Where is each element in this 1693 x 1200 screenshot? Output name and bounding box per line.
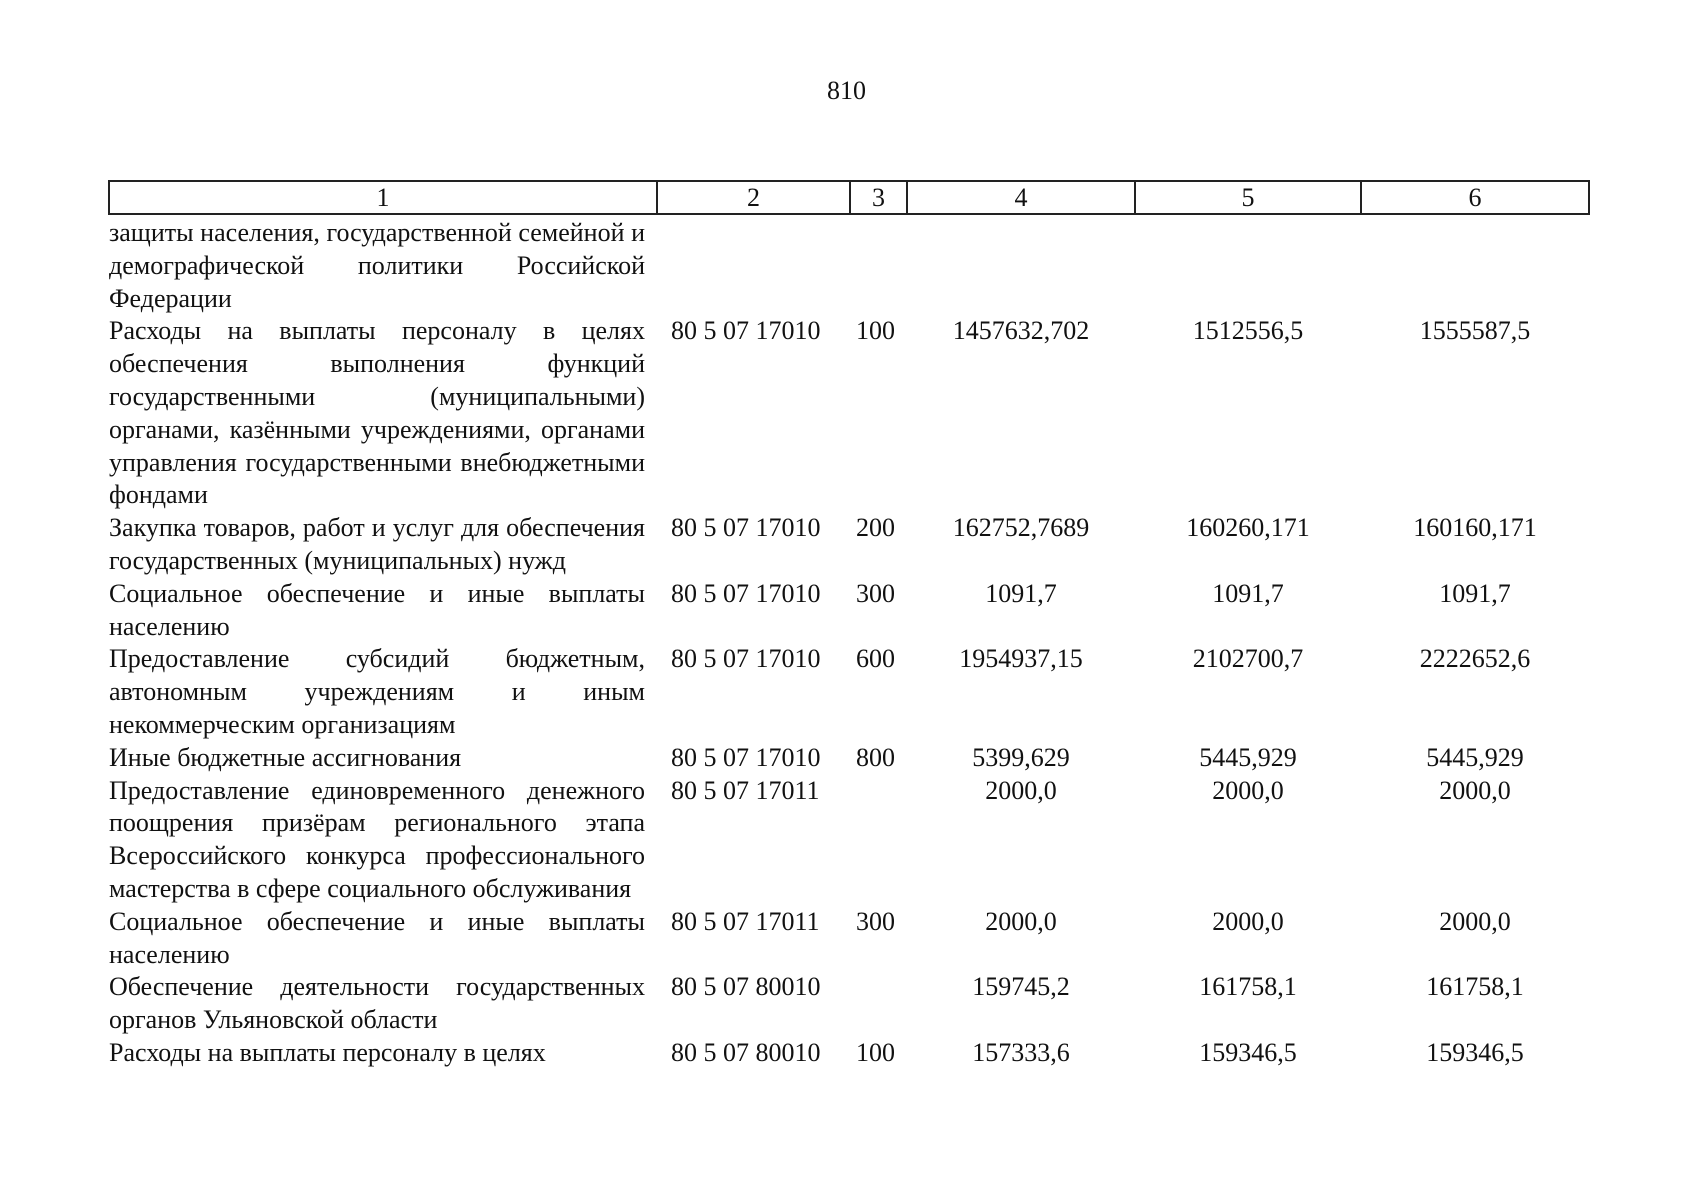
table-row	[109, 775, 1589, 906]
column-header-5: 5	[1135, 181, 1361, 214]
column-header-1: 1	[109, 181, 657, 214]
row-value-5: 1512556,5	[1192, 316, 1304, 346]
row-name: Предоставление единовременного денежного поощрения призёрам регионального этапа Всероссийского конкурса профессионального мастерства в сфере социального обслуживания	[109, 775, 645, 903]
row-value-4: 1091,7	[985, 578, 1057, 608]
row-code: 80 5 07 17010	[671, 742, 821, 772]
row-name: Социальное обеспечение и иные выплаты населению	[109, 906, 645, 969]
row-code	[657, 214, 850, 315]
row-value-5: 2000,0	[1212, 906, 1284, 936]
row-value-6: 2000,0	[1439, 775, 1511, 805]
table-row	[109, 1037, 1589, 1070]
row-name: Социальное обеспечение и иные выплаты населению	[109, 578, 645, 641]
row-name: Расходы на выплаты персоналу в целях обеспечения выполнения функций государственными (муниципальными) органами, казёнными учреждениями, органами управления государственными внебюджетными фондами	[109, 316, 645, 510]
table-row	[109, 578, 1589, 644]
row-name: защиты населения, государственной семейной и демографической политики Российской Федерации	[109, 218, 645, 313]
table-row	[109, 512, 1589, 578]
row-expense-type: 800	[856, 742, 895, 772]
row-code: 80 5 07 17011	[671, 906, 820, 936]
row-name: Обеспечение деятельности государственных органов Ульяновской области	[109, 972, 645, 1035]
row-value-5	[1135, 214, 1361, 315]
row-value-5: 160260,171	[1186, 513, 1310, 543]
column-header-3: 3	[850, 181, 907, 214]
row-value-5: 5445,929	[1199, 742, 1297, 772]
row-code: 80 5 07 17011	[671, 775, 820, 805]
row-expense-type: 600	[856, 644, 895, 674]
row-expense-type	[850, 775, 907, 906]
row-value-6: 1555587,5	[1419, 316, 1531, 346]
row-expense-type	[850, 971, 907, 1037]
page-number: 810	[827, 76, 866, 105]
row-value-4: 5399,629	[972, 742, 1070, 772]
row-expense-type: 100	[856, 316, 895, 346]
row-value-4: 2000,0	[985, 906, 1057, 936]
row-code: 80 5 07 80010	[671, 1037, 821, 1067]
row-value-4	[907, 214, 1135, 315]
table-row	[109, 971, 1589, 1037]
row-value-5: 159346,5	[1199, 1037, 1297, 1067]
row-expense-type	[850, 214, 907, 315]
row-value-6: 2000,0	[1439, 906, 1511, 936]
row-value-5: 1091,7	[1212, 578, 1284, 608]
row-value-5: 2102700,7	[1192, 644, 1304, 674]
row-value-5: 2000,0	[1212, 775, 1284, 805]
table-row	[109, 643, 1589, 741]
row-value-4: 159745,2	[972, 972, 1070, 1002]
row-value-6: 159346,5	[1426, 1037, 1524, 1067]
budget-table	[108, 180, 1590, 1070]
row-value-6: 161758,1	[1426, 972, 1524, 1002]
row-code: 80 5 07 17010	[671, 316, 821, 346]
row-value-6: 160160,171	[1413, 513, 1537, 543]
row-expense-type: 300	[856, 578, 895, 608]
table-row	[109, 315, 1589, 512]
row-code: 80 5 07 80010	[671, 972, 821, 1002]
row-value-6: 2222652,6	[1419, 644, 1531, 674]
row-value-6: 5445,929	[1426, 742, 1524, 772]
row-name: Иные бюджетные ассигнования	[109, 742, 462, 772]
row-value-5: 161758,1	[1199, 972, 1297, 1002]
column-header-4: 4	[907, 181, 1135, 214]
row-expense-type: 300	[856, 906, 895, 936]
row-value-4: 2000,0	[985, 775, 1057, 805]
row-code: 80 5 07 17010	[671, 644, 821, 674]
row-name: Предоставление субсидий бюджетным, автономным учреждениям и иным некоммерческим организациям	[109, 644, 645, 739]
row-code: 80 5 07 17010	[671, 513, 821, 543]
row-name: Закупка товаров, работ и услуг для обеспечения государственных (муниципальных) нужд	[109, 513, 645, 575]
table-row	[109, 742, 1589, 775]
row-value-4: 1954937,15	[959, 644, 1083, 674]
column-header-6: 6	[1361, 181, 1589, 214]
row-value-4: 162752,7689	[952, 513, 1090, 543]
row-value-6: 1091,7	[1439, 578, 1511, 608]
table-header-row	[109, 181, 1589, 214]
row-expense-type: 100	[856, 1037, 895, 1067]
row-name: Расходы на выплаты персоналу в целях	[109, 1037, 546, 1067]
row-expense-type: 200	[856, 513, 895, 543]
row-value-4: 157333,6	[972, 1037, 1070, 1067]
row-value-4: 1457632,702	[952, 316, 1090, 346]
table-row	[109, 214, 1589, 315]
row-code: 80 5 07 17010	[671, 578, 821, 608]
row-value-6	[1361, 214, 1589, 315]
table-row	[109, 906, 1589, 972]
column-header-2: 2	[657, 181, 850, 214]
